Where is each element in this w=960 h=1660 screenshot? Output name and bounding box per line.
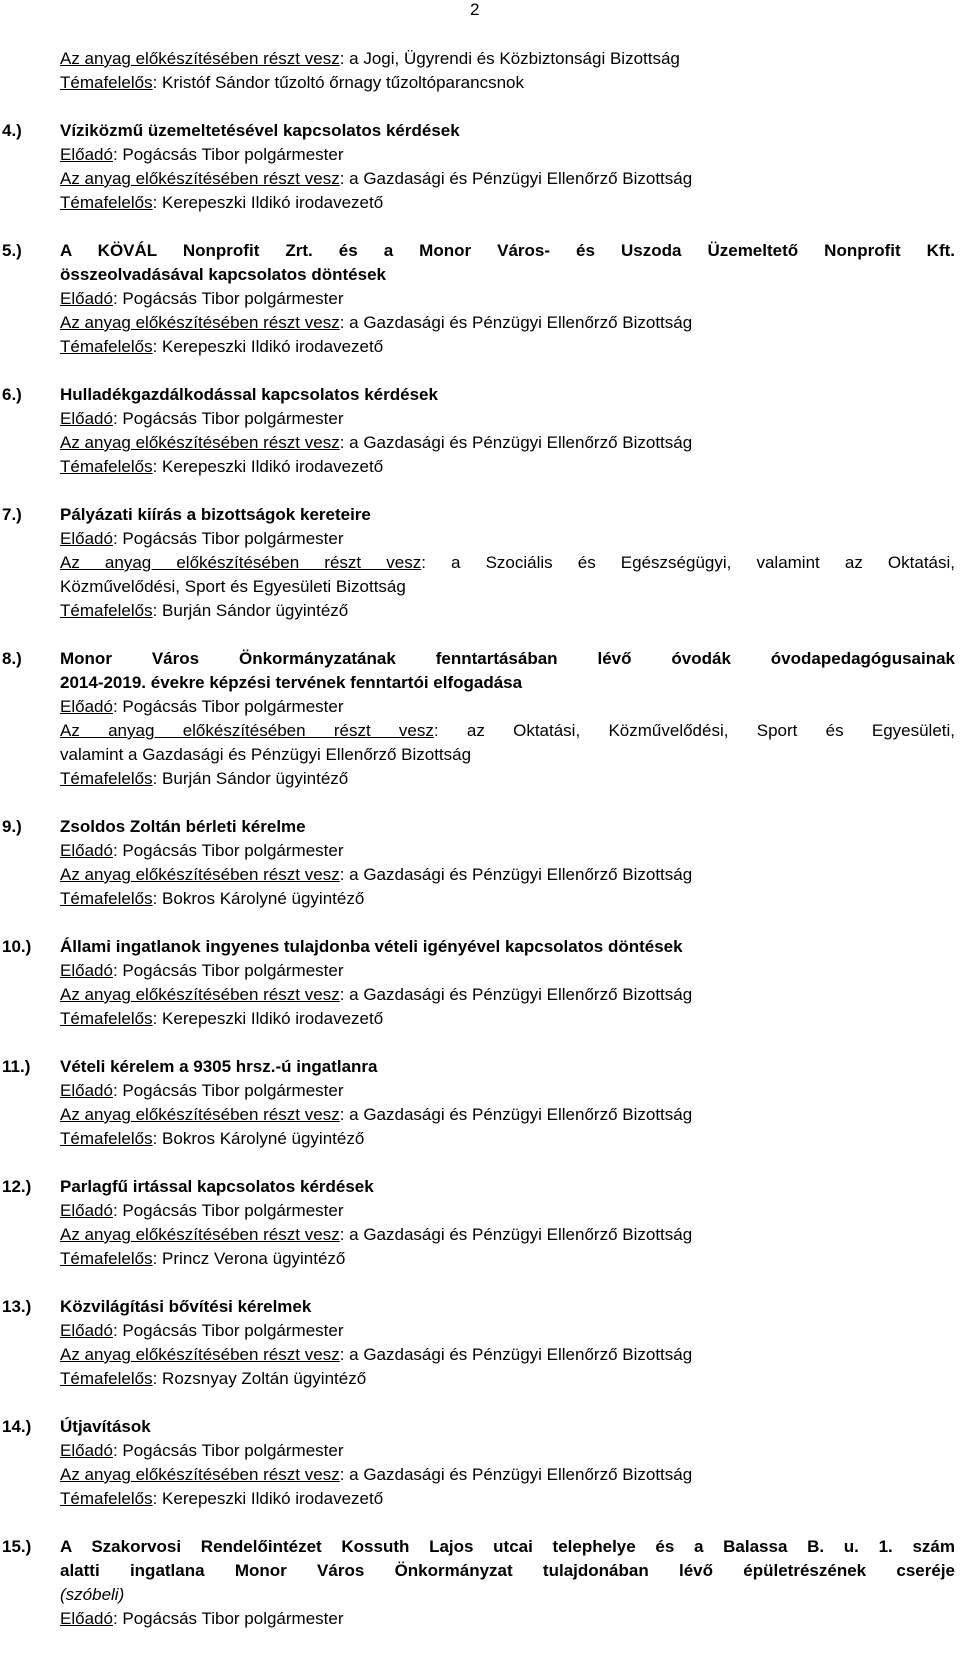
tema-line — [60, 1367, 955, 1391]
item-number: 10.) — [2, 937, 32, 956]
eloado-line — [60, 1319, 955, 1343]
prep-value: : a Gazdasági és Pénzügyi Ellenőrző Bizottság — [339, 1105, 693, 1124]
prep-label: Az anyag előkészítésében részt vesz — [60, 553, 422, 572]
item-title: Közvilágítási bővítési kérelmek — [60, 1297, 312, 1316]
eloado-value: : Pogácsás Tibor polgármester — [112, 1441, 344, 1460]
prep-value: : a Gazdasági és Pénzügyi Ellenőrző Bizottság — [339, 313, 693, 332]
eloado-label: Előadó — [60, 961, 113, 980]
tema-label: Témafelelős — [60, 769, 153, 788]
item-title-cont: alatti ingatlana Monor Város Önkormányzat tulajdonában lévő épületrészének cseréje — [60, 1561, 955, 1580]
agenda-item-13 — [2, 1295, 955, 1391]
item-title: A Szakorvosi Rendelőintézet Kossuth Lajos utcai telephelye és a Balassa B. u. 1. szám — [60, 1537, 955, 1556]
eloado-line — [60, 1199, 955, 1223]
eloado-value: : Pogácsás Tibor polgármester — [112, 1081, 344, 1100]
prep-line-cont: valamint a Gazdasági és Pénzügyi Ellenőrző Bizottság — [60, 745, 472, 764]
item-title: Állami ingatlanok ingyenes tulajdonba vételi igényével kapcsolatos döntések — [60, 937, 683, 956]
item-title: Vételi kérelem a 9305 hrsz.-ú ingatlanra — [60, 1057, 378, 1076]
item-title: Pályázati kiírás a bizottságok kereteire — [60, 505, 371, 524]
prep-label: Az anyag előkészítésében részt vesz — [60, 1465, 340, 1484]
eloado-label: Előadó — [60, 409, 113, 428]
agenda-item-12 — [2, 1175, 955, 1271]
tema-value: : Rozsnyay Zoltán ügyintéző — [152, 1369, 367, 1388]
prep-value: : a Gazdasági és Pénzügyi Ellenőrző Bizottság — [339, 169, 693, 188]
agenda-item-9 — [2, 815, 955, 911]
eloado-line — [60, 1079, 955, 1103]
prep-value: : a Gazdasági és Pénzügyi Ellenőrző Bizottság — [339, 1345, 693, 1364]
prep-line — [60, 1463, 955, 1487]
item-number: 8.) — [2, 649, 22, 668]
prep-label: Az anyag előkészítésében részt vesz — [60, 313, 340, 332]
tema-line — [60, 599, 955, 623]
tema-line — [60, 191, 955, 215]
item-title: Zsoldos Zoltán bérleti kérelme — [60, 817, 306, 836]
item-note: (szóbeli) — [60, 1585, 125, 1604]
eloado-label: Előadó — [60, 1321, 113, 1340]
eloado-label: Előadó — [60, 1201, 113, 1220]
eloado-value: : Pogácsás Tibor polgármester — [112, 529, 344, 548]
agenda-item-5 — [2, 239, 955, 359]
prep-line — [60, 551, 955, 575]
tema-label: Témafelelős — [60, 1489, 153, 1508]
eloado-value: : Pogácsás Tibor polgármester — [112, 145, 344, 164]
prep-line — [60, 983, 955, 1007]
prep-value: : az Oktatási, Közművelődési, Sport és Egyesületi, — [433, 721, 956, 740]
eloado-value: : Pogácsás Tibor polgármester — [112, 697, 344, 716]
prep-line — [60, 431, 955, 455]
agenda-item-4 — [2, 119, 955, 215]
prep-line-cont: Közművelődési, Sport és Egyesületi Bizottság — [60, 577, 406, 596]
eloado-label: Előadó — [60, 289, 113, 308]
item-title: Hulladékgazdálkodással kapcsolatos kérdések — [60, 385, 438, 404]
tema-line — [60, 767, 955, 791]
tema-line — [60, 455, 955, 479]
eloado-value: : Pogácsás Tibor polgármester — [112, 1609, 344, 1628]
item-number: 11.) — [2, 1057, 31, 1076]
prep-value: : a Gazdasági és Pénzügyi Ellenőrző Bizottság — [339, 1225, 693, 1244]
tema-label: Témafelelős — [60, 193, 153, 212]
eloado-line — [60, 959, 955, 983]
agenda-item-15 — [2, 1535, 955, 1631]
prep-label: Az anyag előkészítésében részt vesz — [60, 865, 340, 884]
tema-label: Témafelelős — [60, 601, 153, 620]
tema-value: : Kerepeszki Ildikó irodavezető — [152, 337, 384, 356]
tema-line — [60, 335, 955, 359]
prep-label: Az anyag előkészítésében részt vesz — [60, 1105, 340, 1124]
eloado-line — [60, 839, 955, 863]
prep-value: : a Gazdasági és Pénzügyi Ellenőrző Bizottság — [339, 433, 693, 452]
prep-label: Az anyag előkészítésében részt vesz — [60, 433, 340, 452]
item-title: Parlagfű irtással kapcsolatos kérdések — [60, 1177, 374, 1196]
intro-tema-line — [60, 71, 955, 95]
item-number: 13.) — [2, 1297, 32, 1316]
item-number: 5.) — [2, 241, 22, 260]
item-title: Monor Város Önkormányzatának fenntartásában lévő óvodák óvodapedagógusainak — [60, 649, 955, 668]
item-title-cont: összeolvadásával kapcsolatos döntések — [60, 265, 386, 284]
tema-label: Témafelelős — [60, 1249, 153, 1268]
tema-label: Témafelelős — [60, 1009, 153, 1028]
item-number: 6.) — [2, 385, 22, 404]
tema-value: : Princz Verona ügyintéző — [152, 1249, 346, 1268]
tema-label: Témafelelős — [60, 73, 153, 92]
item-title-cont: 2014-2019. évekre képzési tervének fenntartói elfogadása — [60, 673, 523, 692]
page-number: 2 — [470, 0, 480, 19]
tema-value: : Kristóf Sándor tűzoltó őrnagy tűzoltóparancsnok — [152, 73, 524, 92]
eloado-line — [60, 1439, 955, 1463]
tema-value: : Bokros Károlyné ügyintéző — [152, 889, 365, 908]
item-title: Víziközmű üzemeltetésével kapcsolatos kérdések — [60, 121, 460, 140]
prep-line — [60, 1223, 955, 1247]
prep-value: : a Gazdasági és Pénzügyi Ellenőrző Bizottság — [339, 1465, 693, 1484]
prep-line — [60, 863, 955, 887]
tema-label: Témafelelős — [60, 889, 153, 908]
eloado-label: Előadó — [60, 1441, 113, 1460]
item-number: 14.) — [2, 1417, 32, 1436]
eloado-line — [60, 1607, 955, 1631]
agenda-item-10 — [2, 935, 955, 1031]
item-number: 9.) — [2, 817, 22, 836]
tema-value: : Kerepeszki Ildikó irodavezető — [152, 457, 384, 476]
prep-line — [60, 1343, 955, 1367]
item-number: 7.) — [2, 505, 22, 524]
eloado-label: Előadó — [60, 529, 113, 548]
eloado-line — [60, 143, 955, 167]
prep-label: Az anyag előkészítésében részt vesz — [60, 49, 340, 68]
prep-value: : a Gazdasági és Pénzügyi Ellenőrző Bizottság — [339, 865, 693, 884]
eloado-value: : Pogácsás Tibor polgármester — [112, 841, 344, 860]
prep-label: Az anyag előkészítésében részt vesz — [60, 169, 340, 188]
prep-label: Az anyag előkészítésében részt vesz — [60, 985, 340, 1004]
eloado-line — [60, 407, 955, 431]
tema-label: Témafelelős — [60, 457, 153, 476]
intro-prep-line — [60, 47, 955, 71]
prep-line — [60, 1103, 955, 1127]
eloado-label: Előadó — [60, 841, 113, 860]
tema-value: : Kerepeszki Ildikó irodavezető — [152, 193, 384, 212]
agenda-item-11 — [2, 1055, 955, 1151]
agenda-item-8 — [2, 647, 955, 791]
eloado-value: : Pogácsás Tibor polgármester — [112, 409, 344, 428]
tema-value: : Burján Sándor ügyintéző — [152, 601, 349, 620]
prep-label: Az anyag előkészítésében részt vesz — [60, 721, 434, 740]
tema-line — [60, 887, 955, 911]
prep-label: Az anyag előkészítésében részt vesz — [60, 1345, 340, 1364]
agenda-document — [2, 47, 955, 1631]
agenda-item-6 — [2, 383, 955, 479]
eloado-line — [60, 287, 955, 311]
eloado-line — [60, 695, 955, 719]
prep-line — [60, 719, 955, 743]
tema-line — [60, 1007, 955, 1031]
prep-value: : a Jogi, Ügyrendi és Közbiztonsági Bizottság — [339, 49, 680, 68]
tema-line — [60, 1127, 955, 1151]
tema-line — [60, 1487, 955, 1511]
tema-value: : Kerepeszki Ildikó irodavezető — [152, 1009, 384, 1028]
eloado-value: : Pogácsás Tibor polgármester — [112, 289, 344, 308]
tema-label: Témafelelős — [60, 1369, 153, 1388]
prep-value: : a Szociális és Egészségügyi, valamint az Oktatási, — [421, 553, 955, 572]
eloado-value: : Pogácsás Tibor polgármester — [112, 1201, 344, 1220]
agenda-item-7 — [2, 503, 955, 623]
item-number: 4.) — [2, 121, 22, 140]
eloado-label: Előadó — [60, 1081, 113, 1100]
item-title: A KÖVÁL Nonprofit Zrt. és a Monor Város- és Uszoda Üzemeltető Nonprofit Kft. — [60, 241, 955, 260]
eloado-label: Előadó — [60, 145, 113, 164]
item-number: 15.) — [2, 1537, 32, 1556]
tema-label: Témafelelős — [60, 1129, 153, 1148]
tema-value: : Burján Sándor ügyintéző — [152, 769, 349, 788]
tema-value: : Bokros Károlyné ügyintéző — [152, 1129, 365, 1148]
prep-line — [60, 311, 955, 335]
tema-label: Témafelelős — [60, 337, 153, 356]
item-number: 12.) — [2, 1177, 32, 1196]
eloado-label: Előadó — [60, 1609, 113, 1628]
prep-line — [60, 167, 955, 191]
eloado-line — [60, 527, 955, 551]
eloado-label: Előadó — [60, 697, 113, 716]
prep-value: : a Gazdasági és Pénzügyi Ellenőrző Bizottság — [339, 985, 693, 1004]
prep-label: Az anyag előkészítésében részt vesz — [60, 1225, 340, 1244]
eloado-value: : Pogácsás Tibor polgármester — [112, 961, 344, 980]
eloado-value: : Pogácsás Tibor polgármester — [112, 1321, 344, 1340]
tema-line — [60, 1247, 955, 1271]
agenda-item-14 — [2, 1415, 955, 1511]
tema-value: : Kerepeszki Ildikó irodavezető — [152, 1489, 384, 1508]
item-title: Útjavítások — [60, 1417, 151, 1436]
